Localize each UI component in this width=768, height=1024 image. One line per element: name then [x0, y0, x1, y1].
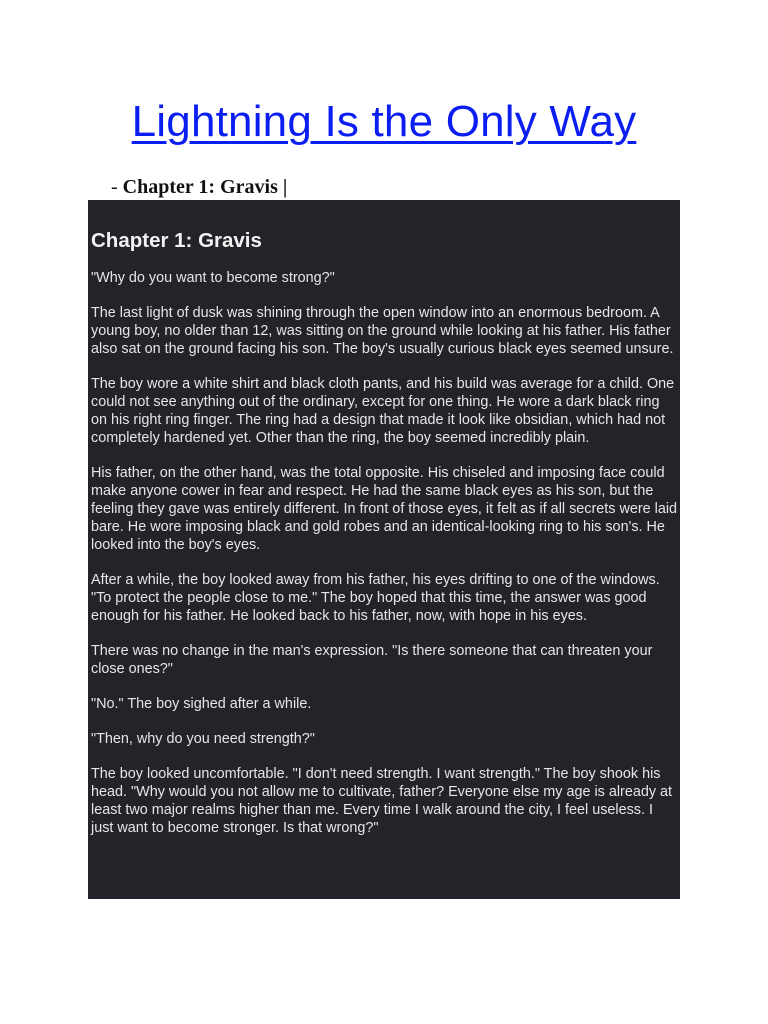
paragraph: The boy looked uncomfortable. "I don't need strength. I want strength." The boy shook his head. "Why would you not allow me to cultivate, father? Everyone else my age is already at least two major realms higher than me. Every time I walk around the city, I feel useless. I just want to become stronger. Is that wrong?" — [91, 766, 673, 836]
paragraph: There was no change in the man's expression. "Is there someone that can threaten your close ones?" — [91, 643, 653, 677]
subtitle-text: Chapter 1: Gravis | — [122, 176, 288, 198]
subtitle-dash: - — [111, 176, 123, 198]
paragraph: After a while, the boy looked away from his father, his eyes drifting to one of the windows. "To protect the people close to me." The boy hoped that this time, the answer was good enough for his father. He looked back to his father, now, with hope in his eyes. — [91, 572, 660, 624]
chapter-content-panel — [88, 200, 680, 899]
chapter-subtitle — [111, 175, 287, 199]
chapter-heading: Chapter 1: Gravis — [91, 229, 262, 252]
page-title[interactable]: Lightning Is the Only Way — [131, 97, 637, 146]
paragraph: His father, on the other hand, was the total opposite. His chiseled and imposing face could make anyone cower in fear and respect. He had the same black eyes as his son, but the feeling they gave was entirely different. In front of those eyes, it felt as if all secrets were laid bare. He wore imposing black and gold robes and an identical-looking ring to his son's. He looked into the boy's eyes. — [91, 465, 678, 553]
paragraph: "No." The boy sighed after a while. — [91, 696, 312, 712]
paragraph: The boy wore a white shirt and black cloth pants, and his build was average for a child. One could not see anything out of the ordinary, except for one thing. He wore a dark black ring on his right ring finger. The ring had a design that made it look like obsidian, which had not completely hardened yet. Other than the ring, the boy seemed incredibly plain. — [91, 376, 675, 446]
paragraph: The last light of dusk was shining through the open window into an enormous bedroom. A young boy, no older than 12, was sitting on the ground while looking at his father. His father also sat on the ground facing his son. The boy's usually curious black eyes seemed unsure. — [91, 305, 674, 357]
paragraph: "Then, why do you need strength?" — [91, 731, 315, 747]
paragraph: "Why do you want to become strong?" — [91, 270, 335, 286]
